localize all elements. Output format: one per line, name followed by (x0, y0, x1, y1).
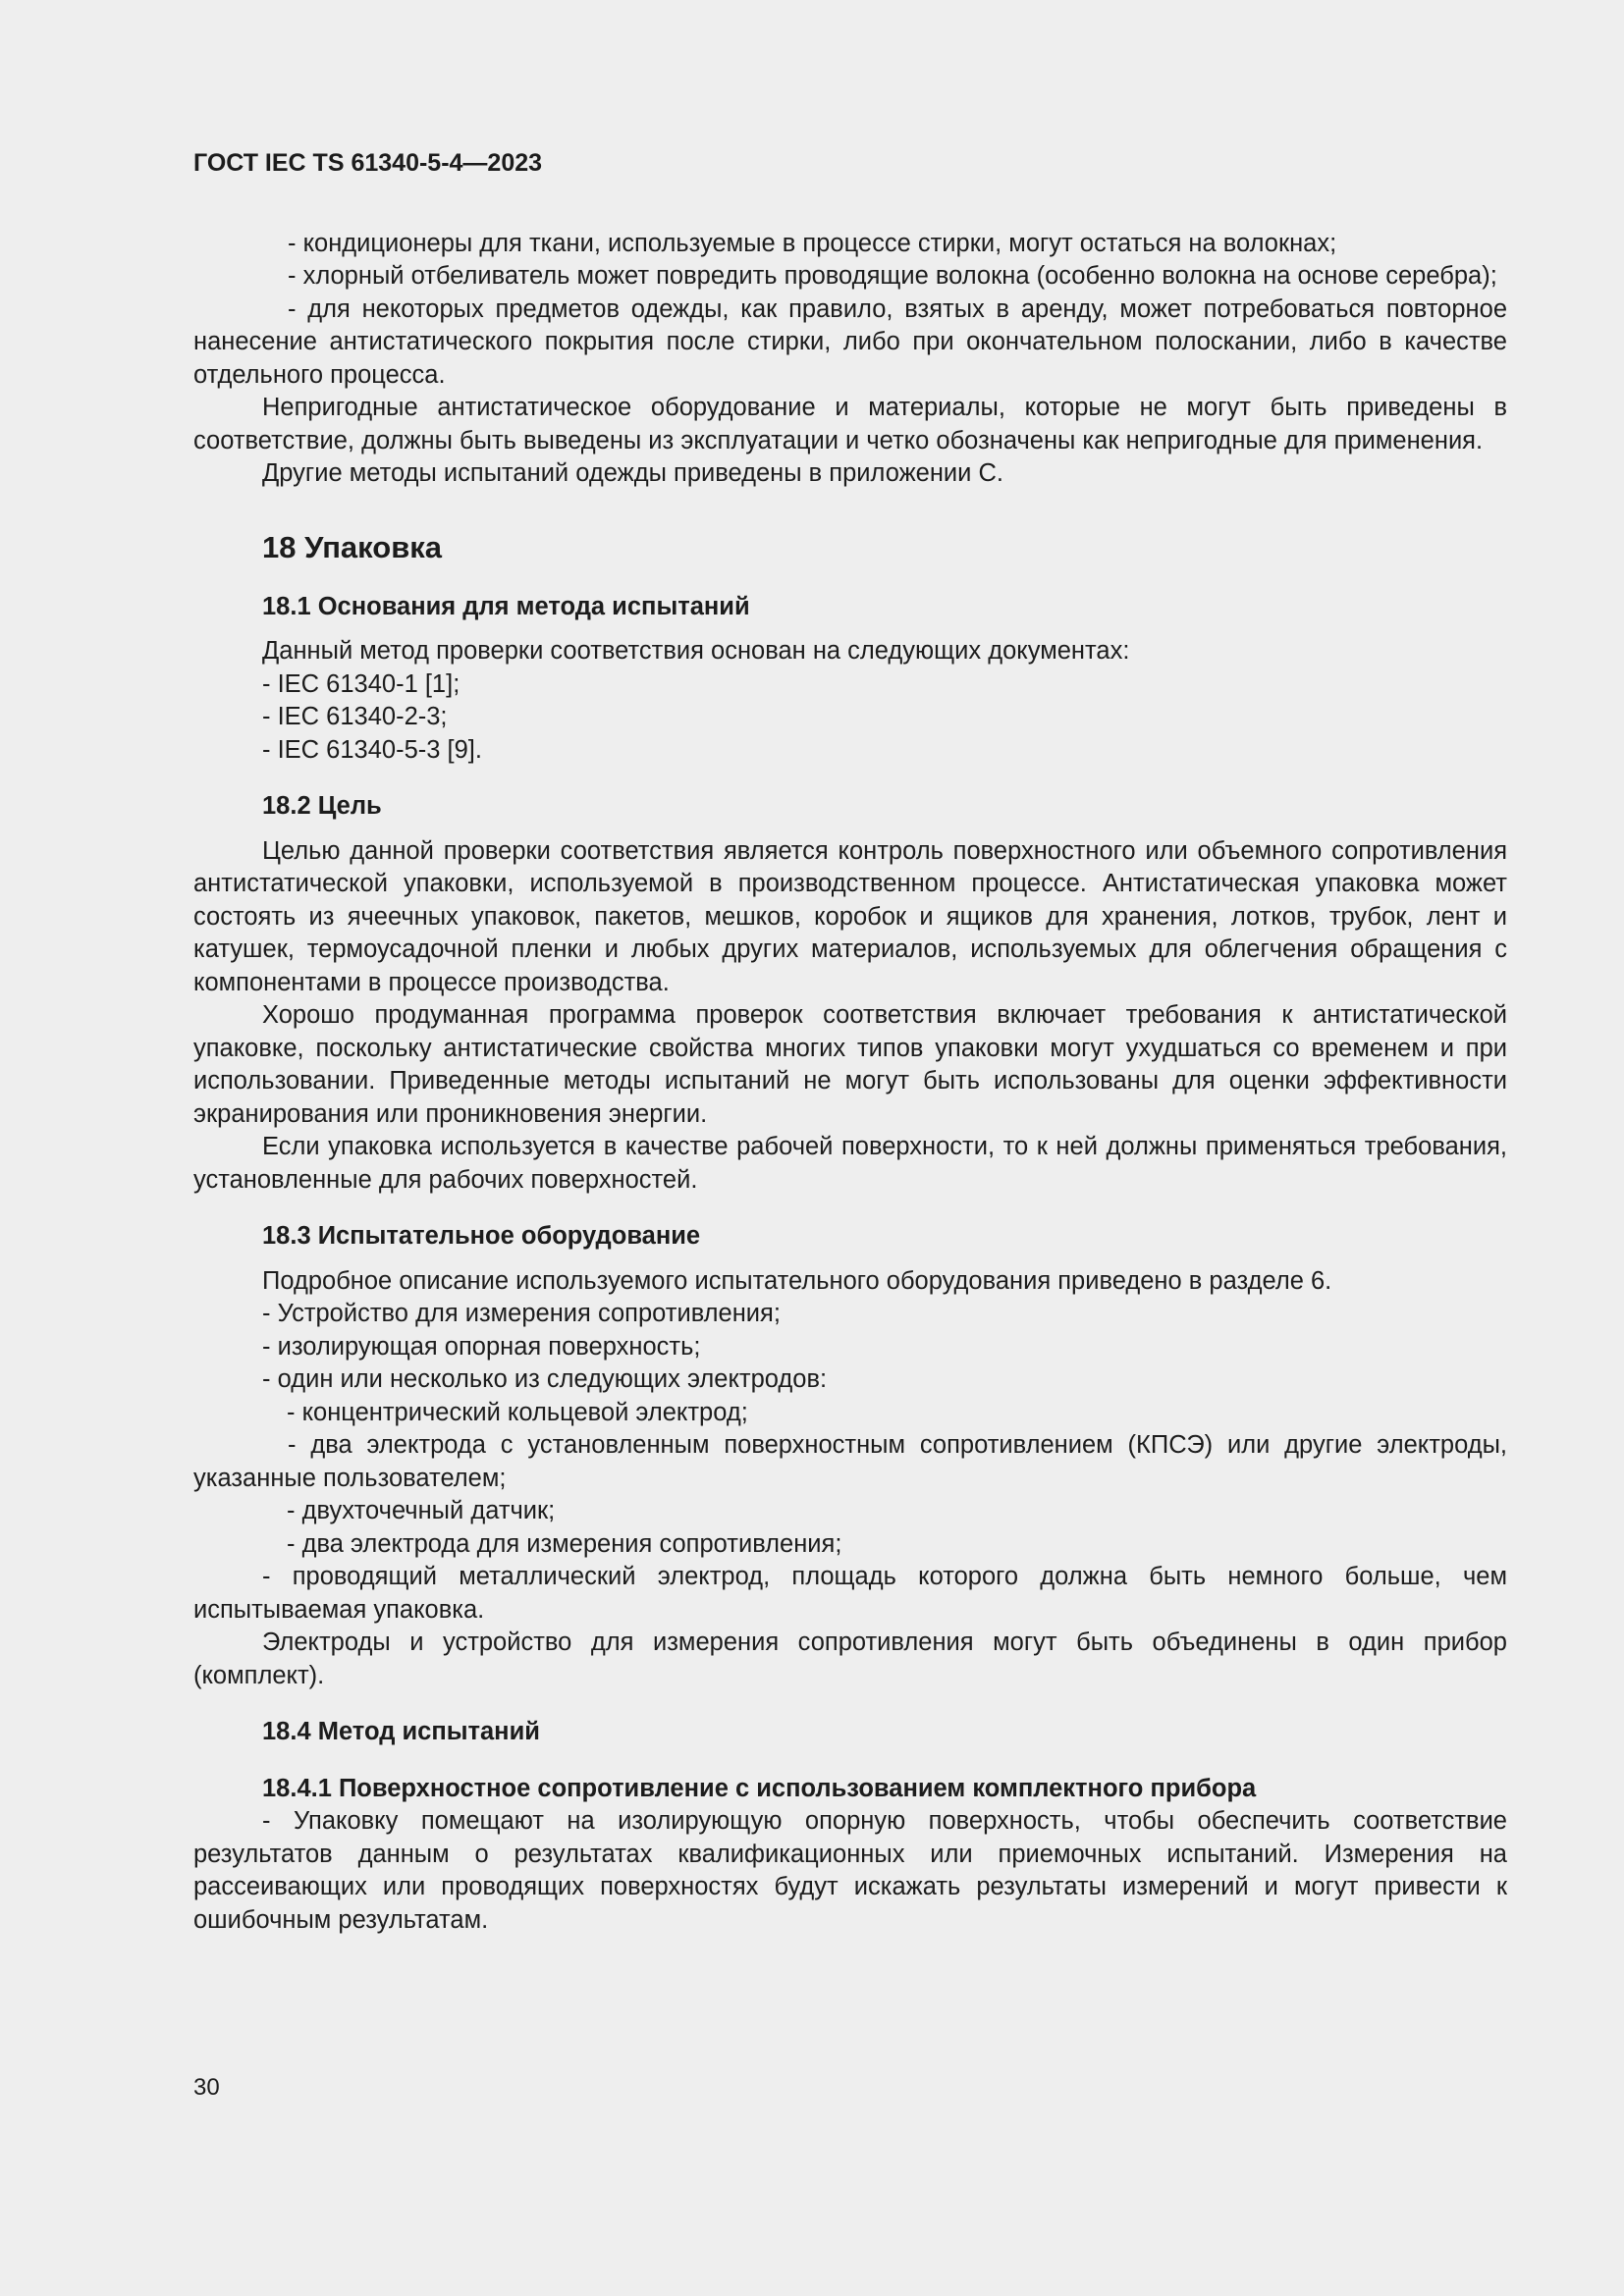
section-18-1-heading: 18.1 Основания для метода испытаний (262, 592, 750, 620)
section-18-1-lead: Данный метод проверки соответствия основан на следующих документах: (262, 637, 1130, 665)
equipment-list-item: - проводящий металлический электрод, площадь которого должна быть немного больше, чем испытываемая упаковка. (193, 1563, 1507, 1624)
page-number: 30 (193, 2074, 220, 2101)
reference-list-item: - IEC 61340-2-3; (262, 703, 448, 730)
reference-list-item: - IEC 61340-1 [1]; (262, 669, 460, 698)
section-18-heading: 18 Упаковка (262, 529, 443, 564)
intro-paragraph-unsuitable: Непригодные антистатическое оборудование и материалы, которые не могут быть приведены в соответствие, должны быть выведены из эксплуатации и четко обозначены как непригодные для применения. (193, 394, 1507, 454)
equipment-list-item: - один или несколько из следующих электродов: (262, 1365, 828, 1393)
section-18-2-paragraph-purpose: Целью данной проверки соответствия является контроль поверхностного или объемного сопротивления антистатической упаковки, используемой в производственном процессе. Антистатическая упаковка может состоять из ячеечных упаковок, пакетов, мешков, коробок и ящиков для хранения, лотков, трубок, лент и катушек, термоусадочной пленки и любых других материалов, используемых для облегчения обращения с компонентами в процессе производства. (193, 836, 1507, 996)
intro-item-reapplication: - для некоторых предметов одежды, как правило, взятых в аренду, может потребоваться повторное нанесение антистатического покрытия после стирки, либо при окончательном полоскании, либо в качестве отдельного процесса. (193, 294, 1507, 389)
intro-paragraph-other-methods: Другие методы испытаний одежды приведены в приложении С. (262, 459, 1004, 487)
equipment-list-item: - изолирующая опорная поверхность; (262, 1332, 701, 1361)
section-18-2-heading: 18.2 Цель (262, 792, 382, 820)
section-18-4-heading: 18.4 Метод испытаний (262, 1718, 540, 1745)
section-18-4-1-heading: 18.4.1 Поверхностное сопротивление с использованием комплектного прибора (262, 1774, 1257, 1802)
equipment-list-item: - Устройство для измерения сопротивления; (262, 1300, 781, 1327)
section-18-3-heading: 18.3 Испытательное оборудование (262, 1222, 701, 1250)
electrode-list-item: - двухточечный датчик; (287, 1497, 556, 1524)
section-18-3-lead: Подробное описание используемого испытательного оборудования приведено в разделе 6. (262, 1266, 1332, 1295)
section-18-2-paragraph-program: Хорошо продуманная программа проверок соответствия включает требования к антистатической упаковке, поскольку антистатические свойства многих типов упаковки могут ухудшаться со временем и при использовании. Приведенные методы испытаний не могут быть использованы для оценки эффективности экранирования или проникновения энергии. (193, 1001, 1507, 1128)
electrode-list-item: - концентрический кольцевой электрод; (287, 1398, 748, 1426)
section-18-3-paragraph-combined: Электроды и устройство для измерения сопротивления могут быть объединены в один прибор (комплект). (193, 1629, 1507, 1689)
electrode-list-item: - два электрода для измерения сопротивления; (287, 1529, 842, 1558)
section-18-2-paragraph-worksurface: Если упаковка используется в качестве рабочей поверхности, то к ней должны применяться требования, установленные для рабочих поверхностей. (193, 1133, 1507, 1194)
intro-item-fabric-softeners: - кондиционеры для ткани, используемые в процессе стирки, могут остаться на волокнах; (288, 229, 1337, 257)
reference-list-item: - IEC 61340-5-3 [9]. (262, 735, 482, 764)
section-18-4-1-paragraph: - Упаковку помещают на изолирующую опорную поверхность, чтобы обеспечить соответствие результатов данным о результатах квалификационных или приемочных испытаний. Измерения на рассеивающих или проводящих поверхностях будут искажать результаты измерений и могут привести к ошибочным результатам. (193, 1807, 1507, 1934)
document-header: ГОСТ IEC TS 61340-5-4—2023 (193, 149, 543, 177)
page-content (193, 147, 1507, 1937)
intro-item-chlorine-bleach: - хлорный отбеливатель может повредить проводящие волокна (особенно волокна на основе серебра); (288, 262, 1497, 290)
electrode-list-item: - два электрода с установленным поверхностным сопротивлением (КПСЭ) или другие электроды, указанные пользователем; (193, 1431, 1507, 1492)
